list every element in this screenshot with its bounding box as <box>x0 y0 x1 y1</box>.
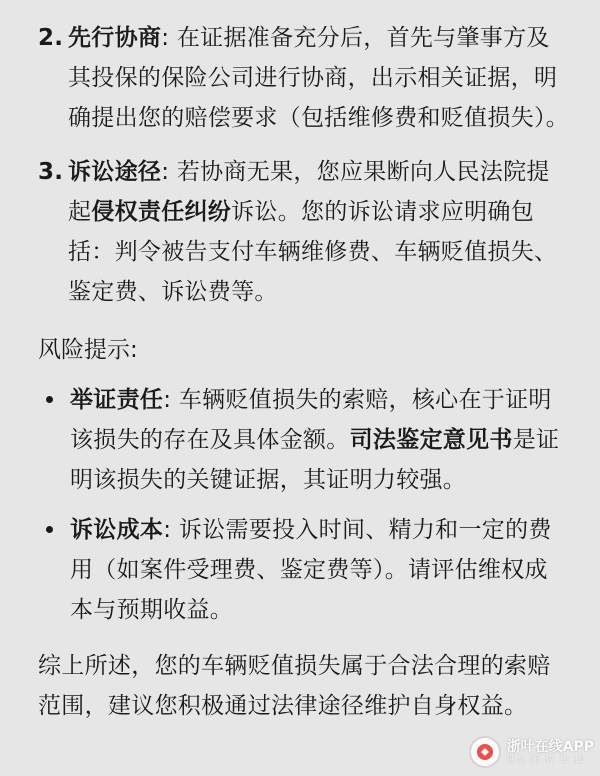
step-text: 诉讼。您的诉讼请求应明确包括：判令被告支付车辆维修费、车辆贬值损失、鉴定费、诉讼费等。 <box>68 199 558 305</box>
watermark-title: 浙叶在线APP <box>506 739 594 755</box>
risk-text: : 诉讼需要投入时间、精力和一定的费用（如案件受理费、鉴定费等）。请评估维权成本与预期收益。 <box>70 517 552 623</box>
risk-body <box>68 510 570 630</box>
risk-heading: 风险提示: <box>38 337 138 363</box>
step-emphasis: 侵权责任纠纷 <box>91 199 232 225</box>
risk-text: 是证明该损失的关键证据，其证明力较强。 <box>70 427 560 493</box>
step-number: 3. <box>38 159 64 185</box>
summary-paragraph: 综上所述，您的车辆贬值损失属于合法合理的索赔范围，建议您积极通过法律途径维护自身权益。 <box>38 653 551 719</box>
app-logo-icon <box>469 736 501 768</box>
step-number: 2. <box>38 25 64 51</box>
step-title: 先行协商 <box>68 25 162 51</box>
bullet-icon <box>38 510 68 533</box>
watermark-subtitle: 纵览 新 传 统 播 <box>506 755 585 764</box>
watermark-text <box>507 739 594 765</box>
step-text: : 在证据准备充分后，首先与肇事方及其投保的保险公司进行协商，出示相关证据，明确提出您的赔偿要求（包括维修费和贬值损失）。 <box>68 25 570 131</box>
risk-title: 举证责任 <box>70 387 164 413</box>
step-item-2 <box>38 18 570 138</box>
risk-emphasis: 司法鉴定意见书 <box>349 427 513 453</box>
risk-body <box>68 380 570 500</box>
risk-item-evidence <box>38 380 570 500</box>
bullet-icon <box>38 380 68 403</box>
step-title: 诉讼途径 <box>68 159 162 185</box>
risk-title: 诉讼成本 <box>70 517 164 543</box>
step-text: : 若协商无果，您应果断向人民法院提起 <box>68 159 550 225</box>
step-body <box>66 152 570 312</box>
risk-item-cost <box>38 510 570 630</box>
step-body <box>66 18 570 138</box>
app-watermark <box>469 736 594 768</box>
step-item-3 <box>38 152 570 312</box>
risk-text: : 车辆贬值损失的索赔，核心在于证明该损失的存在及具体金额。 <box>70 387 552 453</box>
